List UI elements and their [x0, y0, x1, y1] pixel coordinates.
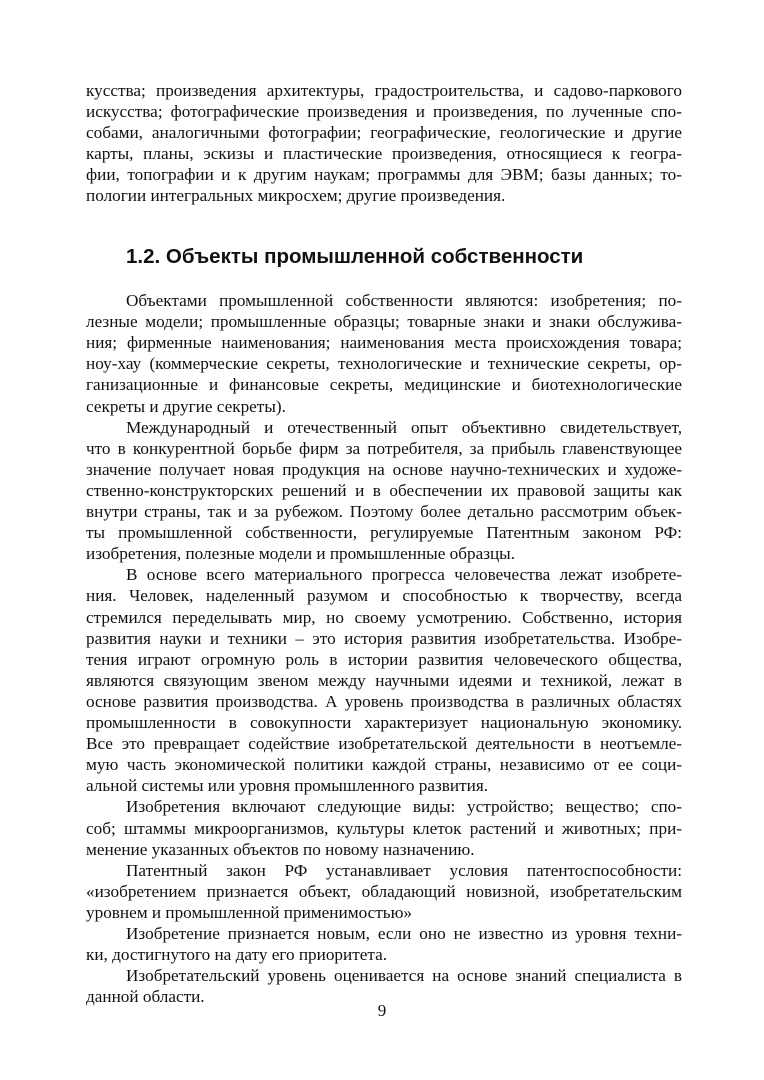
text-line: развития науки и техники – это история развития изобретательства. Изобре-	[86, 629, 682, 648]
text-line: «изобретением признается объект, обладающий новизной, изобретательским	[86, 882, 682, 901]
text-line: Изобретение признается новым, если оно не известно из уровня техни-	[126, 924, 682, 943]
text-line: данной области.	[86, 987, 205, 1006]
text-line: ноу-хау (коммерческие секреты, технологические и технические секреты, ор-	[86, 354, 682, 373]
text-line: собами, аналогичными фотографии; географические, геологические и другие	[86, 123, 682, 142]
text-line: уровнем и промышленной применимостью»	[86, 903, 413, 922]
text-line: основе развития производства. А уровень производства в различных областях	[86, 692, 682, 711]
text-line: секреты и другие секреты).	[86, 397, 286, 416]
text-line: карты, планы, эскизы и пластические произведения, относящиеся к геогра-	[86, 144, 682, 163]
text-line: пологии интегральных микросхем; другие произведения.	[86, 186, 506, 205]
text-line: ки, достигнутого на дату его приоритета.	[86, 945, 388, 964]
text-line: Патентный закон РФ устанавливает условия патентоспособности:	[126, 861, 682, 880]
text-line: лезные модели; промышленные образцы; товарные знаки и знаки обслужива-	[86, 312, 682, 331]
text-line: Объектами промышленной собственности являются: изобретения; по-	[126, 291, 682, 310]
section-heading: 1.2. Объекты промышленной собственности	[126, 245, 584, 268]
text-line: Изобретательский уровень оценивается на основе знаний специалиста в	[126, 966, 682, 985]
text-line: искусства; фотографические произведения и произведения, по лученные спо-	[86, 102, 682, 121]
text-line: стремился переделывать мир, но своему усмотрению. Собственно, история	[86, 608, 682, 627]
text-line: изобретения, полезные модели и промышленные образцы.	[86, 544, 516, 563]
text-line: что в конкурентной борьбе фирм за потребителя, за прибыль главенствующее	[86, 439, 682, 458]
text-line: альной системы или уровня промышленного развития.	[86, 776, 489, 795]
text-line: ты промышленной собственности, регулируемые Патентным законом РФ:	[86, 523, 682, 542]
text-line: внутри страны, так и за рубежом. Поэтому более детально рассмотрим объек-	[86, 502, 682, 521]
text-line: значение получает новая продукция на основе научно-технических и художе-	[86, 460, 682, 479]
text-line: являются связующим звеном между научными идеями и техникой, лежат в	[86, 671, 682, 690]
text-line: ственно-конструкторских решений и в обеспечении их правовой защиты как	[86, 481, 682, 500]
text-line: Изобретения включают следующие виды: устройство; вещество; спо-	[126, 797, 682, 816]
text-line: Международный и отечественный опыт объективно свидетельствует,	[126, 418, 682, 437]
text-line: тения играют огромную роль в истории развития человеческого общества,	[86, 650, 682, 669]
page-number: 9	[377, 1001, 387, 1020]
text-line: промышленности в совокупности характеризует национальную экономику.	[86, 713, 682, 732]
text-line: мую часть экономической политики каждой страны, независимо от ее соци-	[86, 755, 682, 774]
text-line: фии, топографии и к другим наукам; программы для ЭВМ; базы данных; то-	[86, 165, 682, 184]
text-line: В основе всего материального прогресса человечества лежат изобрете-	[126, 565, 682, 584]
text-line: менение указанных объектов по новому назначению.	[86, 840, 475, 859]
text-line: ганизационные и финансовые секреты, медицинские и биотехнологические	[86, 375, 682, 394]
text-line: Все это превращает содействие изобретательской деятельности в неотъемле-	[86, 734, 682, 753]
text-line: ния. Человек, наделенный разумом и способностью к творчеству, всегда	[86, 586, 682, 605]
text-line: соб; штаммы микроорганизмов, культуры клеток растений и животных; при-	[86, 819, 682, 838]
text-line: ния; фирменные наименования; наименования места происхождения товара;	[86, 333, 682, 352]
text-line: кусства; произведения архитектуры, градостроительства, и садово-паркового	[86, 81, 682, 100]
